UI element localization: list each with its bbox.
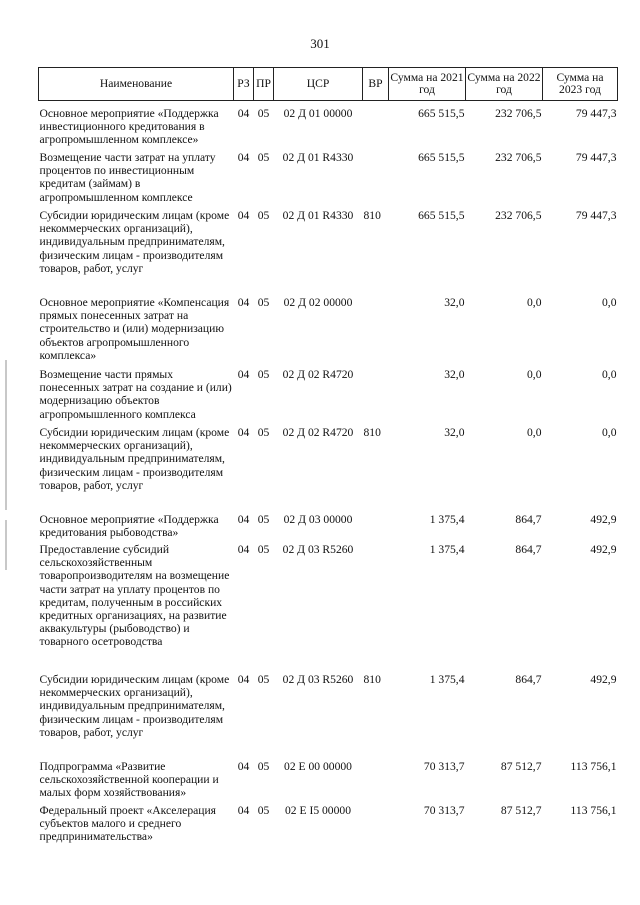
row-csr: 02 Е I5 00000	[284, 804, 351, 817]
row-sum-2023: 79 447,3	[575, 107, 617, 120]
row-pr: 05	[257, 513, 270, 526]
row-name: Возмещение части прямых понесенных затрат на создание и (или) модернизацию объектов агропромышленного комплекса	[39, 368, 232, 421]
row-sum-2021: 32,0	[444, 296, 465, 309]
row-sum-2023: 79 447,3	[575, 209, 617, 222]
row-pr: 05	[257, 426, 270, 439]
row-pr: 05	[257, 804, 270, 817]
row-rz: 04	[237, 107, 250, 120]
row-sum-2022: 864,7	[515, 673, 542, 686]
row-name: Субсидии юридическим лицам (кроме некоммерческих организаций), индивидуальным предпринимателям, физическим лицам - производителям товаров, работ, услуг	[39, 673, 230, 739]
row-pr: 05	[257, 760, 270, 773]
header-sum-2023: Сумма на 2023 год	[543, 68, 618, 101]
row-sum-2023: 492,9	[590, 543, 617, 556]
row-pr: 05	[257, 151, 270, 164]
row-name: Возмещение части затрат на уплату процентов по инвестиционным кредитам (займам) в агропромышленном комплексе	[39, 151, 216, 204]
header-pr: ПР	[254, 68, 274, 101]
row-name: Основное мероприятие «Компенсация прямых понесенных затрат на строительство и (или) модернизацию объектов агропромышленного комплекса»	[39, 296, 230, 362]
row-sum-2021: 70 313,7	[423, 804, 465, 817]
table-row	[39, 426, 618, 513]
row-vr	[363, 296, 389, 368]
row-sum-2023: 113 756,1	[570, 804, 617, 817]
table-row	[39, 368, 618, 426]
row-sum-2022: 232 706,5	[495, 209, 542, 222]
row-rz: 04	[237, 296, 250, 309]
row-vr: 810	[363, 209, 381, 222]
row-sum-2023: 492,9	[590, 513, 617, 526]
header-name: Наименование	[39, 68, 234, 101]
row-sum-2023: 79 447,3	[575, 151, 617, 164]
row-rz: 04	[237, 209, 250, 222]
scan-edge-mark	[5, 520, 7, 570]
row-rz: 04	[237, 151, 250, 164]
row-sum-2021: 70 313,7	[423, 760, 465, 773]
row-sum-2021: 665 515,5	[418, 107, 465, 120]
row-name: Федеральный проект «Акселерация субъектов малого и среднего предпринимательства»	[39, 804, 217, 844]
row-sum-2023: 113 756,1	[570, 760, 617, 773]
row-csr: 02 Е 00 00000	[284, 760, 352, 773]
row-name: Субсидии юридическим лицам (кроме некоммерческих организаций), индивидуальным предпринимателям, физическим лицам - производителям товаров, работ, услуг	[39, 426, 230, 492]
row-sum-2022: 232 706,5	[495, 107, 542, 120]
table-header-row	[39, 68, 618, 101]
row-pr: 05	[257, 673, 270, 686]
row-csr: 02 Д 01 R4330	[282, 209, 354, 222]
row-name: Субсидии юридическим лицам (кроме некоммерческих организаций), индивидуальным предпринимателям, физическим лицам - производителям товаров, работ, услуг	[39, 209, 230, 275]
row-pr: 05	[257, 107, 270, 120]
row-pr: 05	[257, 209, 270, 222]
row-rz: 04	[237, 513, 250, 526]
row-sum-2022: 232 706,5	[495, 151, 542, 164]
row-sum-2022: 87 512,7	[500, 804, 542, 817]
row-sum-2022: 864,7	[515, 513, 542, 526]
table-row	[39, 107, 618, 151]
header-sum-2021: Сумма на 2021 год	[389, 68, 466, 101]
header-sum-2022: Сумма на 2022 год	[466, 68, 543, 101]
row-sum-2022: 0,0	[527, 368, 542, 381]
row-csr: 02 Д 01 00000	[283, 107, 353, 120]
row-pr: 05	[257, 296, 270, 309]
row-sum-2021: 1 375,4	[429, 673, 465, 686]
row-vr	[363, 368, 389, 426]
row-rz: 04	[237, 543, 250, 556]
row-vr: 810	[363, 426, 381, 439]
scan-edge-mark	[5, 360, 7, 510]
row-sum-2021: 1 375,4	[429, 513, 465, 526]
row-sum-2023: 0,0	[602, 296, 617, 309]
row-rz: 04	[237, 804, 250, 817]
table-row	[39, 760, 618, 804]
row-csr: 02 Д 03 R5260	[282, 543, 354, 556]
row-sum-2021: 665 515,5	[418, 209, 465, 222]
row-pr: 05	[257, 368, 270, 381]
row-vr	[363, 804, 389, 848]
row-sum-2021: 665 515,5	[418, 151, 465, 164]
row-rz: 04	[237, 426, 250, 439]
row-pr: 05	[257, 543, 270, 556]
row-vr: 810	[363, 673, 381, 686]
row-sum-2022: 87 512,7	[500, 760, 542, 773]
header-vr: ВР	[363, 68, 389, 101]
row-rz: 04	[237, 673, 250, 686]
row-sum-2021: 32,0	[444, 426, 465, 439]
row-sum-2021: 1 375,4	[429, 543, 465, 556]
row-rz: 04	[237, 760, 250, 773]
row-csr: 02 Д 03 R5260	[282, 673, 354, 686]
table-row	[39, 296, 618, 368]
row-csr: 02 Д 03 00000	[283, 513, 353, 526]
row-rz: 04	[237, 368, 250, 381]
table-row	[39, 673, 618, 760]
row-csr: 02 Д 01 R4330	[282, 151, 354, 164]
table-row	[39, 151, 618, 209]
header-rz: РЗ	[234, 68, 254, 101]
row-name: Основное мероприятие «Поддержка инвестиционного кредитования в агропромышленном комплексе»	[39, 107, 219, 147]
row-vr	[363, 760, 389, 804]
table-row	[39, 543, 618, 673]
table-row	[39, 513, 618, 543]
row-sum-2023: 0,0	[602, 368, 617, 381]
row-vr	[363, 107, 389, 151]
row-name: Подпрограмма «Развитие сельскохозяйственной кооперации и малых форм хозяйствования»	[39, 760, 219, 800]
table-row	[39, 209, 618, 296]
row-sum-2022: 864,7	[515, 543, 542, 556]
table-row	[39, 804, 618, 848]
row-sum-2022: 0,0	[527, 296, 542, 309]
row-csr: 02 Д 02 00000	[283, 296, 353, 309]
page-number: 301	[310, 36, 330, 51]
row-vr	[363, 151, 389, 209]
row-csr: 02 Д 02 R4720	[282, 368, 354, 381]
row-name: Основное мероприятие «Поддержка кредитования рыбоводства»	[39, 513, 219, 540]
budget-table	[38, 67, 618, 848]
row-sum-2023: 0,0	[602, 426, 617, 439]
row-sum-2023: 492,9	[590, 673, 617, 686]
row-sum-2021: 32,0	[444, 368, 465, 381]
row-name: Предоставление субсидий сельскохозяйственным товаропроизводителям на возмещение части затрат на уплату процентов по кредитам, полученным в российских кредитных организациях, на развитие аквакультуры (рыбоводство) и товарного осетроводства	[39, 543, 230, 649]
header-csr: ЦСР	[274, 68, 363, 101]
row-csr: 02 Д 02 R4720	[282, 426, 354, 439]
row-vr	[363, 543, 389, 673]
row-vr	[363, 513, 389, 543]
row-sum-2022: 0,0	[527, 426, 542, 439]
